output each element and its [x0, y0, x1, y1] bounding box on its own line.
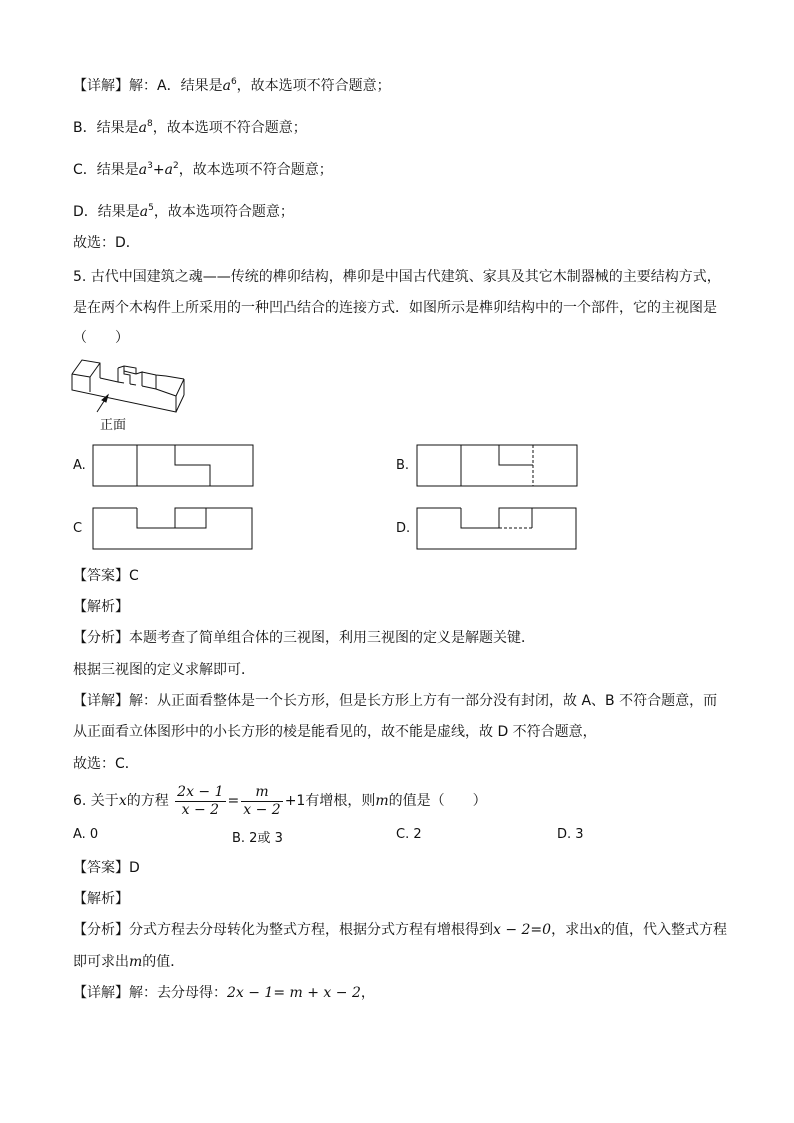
q6-choice-c: C. 2 [396, 827, 422, 842]
math-exp: 3 [147, 161, 153, 171]
math-exp: 5 [148, 203, 154, 213]
fraction-2-numerator: m [241, 784, 282, 802]
math-a: a [164, 162, 173, 178]
detail-b-prefix: B．结果是 [73, 120, 139, 136]
fraction-1 [175, 784, 225, 819]
q6-pre: 6. 关于 [73, 793, 119, 809]
detail-c-suffix: ，故本选项不符合题意； [178, 162, 333, 178]
detail-c-prefix: C．结果是 [73, 162, 139, 178]
equals-sign: = [227, 793, 240, 809]
q6-fenxi2-a: 即可求出 [73, 954, 129, 970]
q6-end: 的值是（ ） [388, 793, 487, 809]
q6-xiangjie [73, 983, 375, 1003]
math-x: x [593, 922, 601, 938]
option-a-figure [92, 444, 254, 488]
option-a-label: A. [73, 458, 86, 473]
math-a: a [138, 162, 148, 178]
q5-fenxi2: 根据三视图的定义求解即可． [73, 662, 255, 678]
detail-a-line [73, 72, 391, 96]
option-b-label: B. [396, 458, 410, 473]
math-x: x [118, 793, 127, 809]
fraction-1-denominator: x − 2 [181, 801, 220, 818]
q5-answer: 【答案】C [73, 568, 139, 584]
q6-xiangjie-b: ， [360, 985, 375, 1001]
q6-fenxi-a: 【分析】分式方程去分母转化为整式方程，根据分式方程有增根得到 [73, 922, 493, 938]
detail-c-line [73, 156, 333, 180]
math-expression: 2x − 1= m + x − 2 [227, 985, 361, 1001]
front-label: 正面 [100, 418, 127, 433]
q6-xiangjie-a: 【详解】解：去分母得： [73, 985, 227, 1001]
q6-fenxi2 [73, 952, 184, 972]
math-m: m [129, 954, 143, 970]
q5-line1: 5. 古代中国建筑之魂——传统的榫卯结构，榫卯是中国古代建筑、家具及其它木制器械的主要结构方式， [73, 269, 721, 285]
detail-a-prefix: 解：A．结果是 [129, 78, 223, 94]
math-a: a [222, 78, 231, 94]
fraction-1-numerator: 2x − 1 [177, 783, 224, 800]
detail-b-line [73, 114, 307, 138]
option-c-label: C [73, 521, 83, 536]
option-d-figure [416, 507, 578, 551]
math-a: a [139, 204, 149, 220]
q6-stem [73, 783, 487, 819]
math-plus: + [152, 162, 165, 178]
math-exp: 6 [230, 77, 237, 87]
q6-choice-d: D. 3 [557, 827, 584, 842]
q5-line3: （ ） [73, 330, 129, 346]
math-expression: x − 2=0 [493, 922, 552, 938]
choose-line-1: 故选：D． [73, 235, 140, 251]
q6-mid: 的方程 [126, 793, 169, 809]
detail-tag: 【详解】 [73, 78, 129, 94]
math-exp: 8 [146, 119, 153, 129]
q5-choose: 故选：C． [73, 756, 139, 772]
option-c-figure [92, 507, 254, 551]
plus-one: +1 [284, 793, 306, 809]
q6-answer: 【答案】D [73, 860, 140, 876]
option-d-label: D. [396, 521, 411, 536]
q6-analysis: 【解析】 [73, 891, 129, 907]
mortise-tenon-figure [68, 352, 188, 437]
q6-fenxi2-b: 的值． [142, 954, 185, 970]
detail-a-suffix: ，故本选项不符合题意； [236, 78, 391, 94]
detail-b-suffix: ，故本选项不符合题意； [152, 120, 307, 136]
q5-fenxi: 【分析】本题考查了简单组合体的三视图，利用三视图的定义是解题关键． [73, 630, 535, 646]
q5-xiangjie1: 【详解】解：从正面看整体是一个长方形，但是长方形上方有一部分没有封闭，故 A、B 不符合题意，而 [73, 693, 718, 709]
math-m: m [375, 793, 389, 809]
q5-xiangjie2: 从正面看立体图形中的小长方形的棱是能看见的，故不能是虚线，故 D 不符合题意， [73, 724, 597, 740]
q6-fenxi [73, 920, 727, 940]
math-a: a [138, 120, 147, 136]
fraction-2-denominator: x − 2 [243, 801, 281, 818]
q5-line2: 是在两个木构件上所采用的一种凹凸结合的连接方式．如图所示是榫卯结构中的一个部件，它的主视图是 [73, 300, 717, 316]
option-b-figure [416, 444, 579, 488]
q6-fenxi-c: 的值，代入整式方程 [600, 922, 727, 938]
math-exp: 2 [172, 161, 179, 171]
q6-choice-b: B. 2或 3 [232, 831, 283, 846]
q6-fenxi-b: ，求出 [551, 922, 594, 938]
detail-d-prefix: D．结果是 [73, 204, 140, 220]
detail-d-suffix: ，故本选项符合题意； [153, 204, 294, 220]
fraction-2 [241, 784, 282, 819]
q6-choice-a: A. 0 [73, 827, 99, 842]
detail-d-line [73, 198, 294, 222]
q5-analysis: 【解析】 [73, 599, 129, 615]
q6-post: 有增根，则 [305, 793, 376, 809]
